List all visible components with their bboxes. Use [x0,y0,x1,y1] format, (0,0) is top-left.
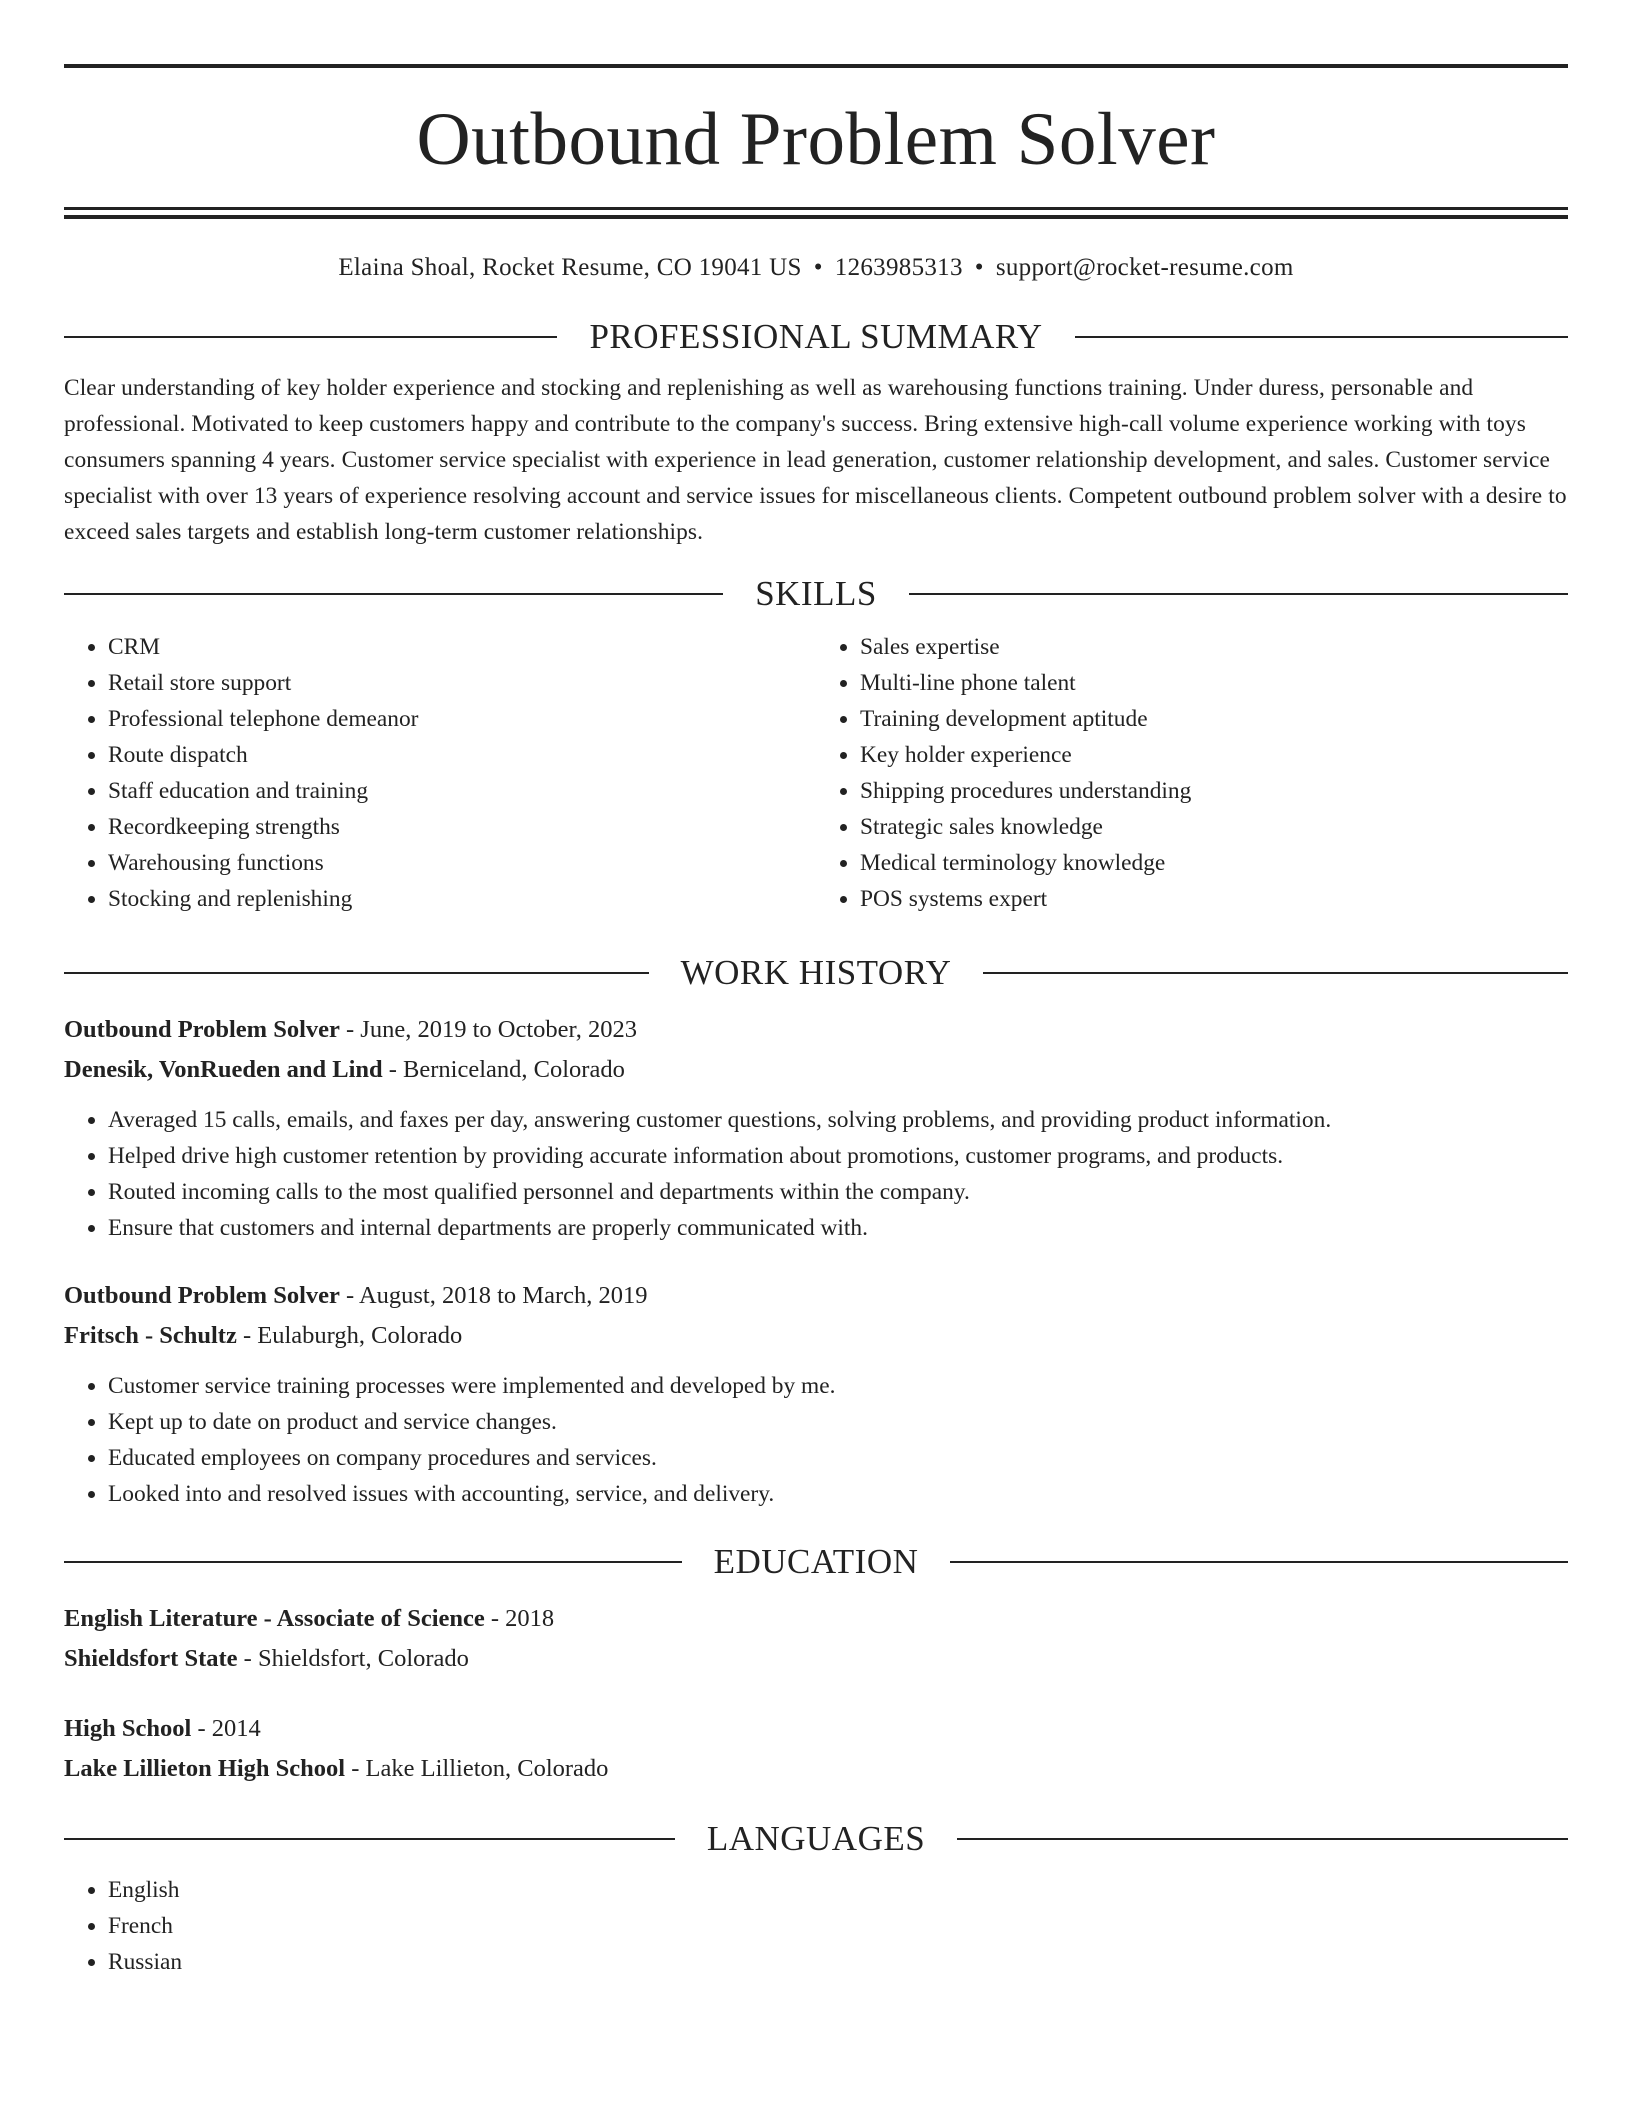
job-company: Fritsch - Schultz [64,1322,237,1349]
languages-section-heading [64,1821,1568,1856]
skill-item: • Staff education and training [108,773,816,809]
summary-text: Clear understanding of key holder experience and stocking and replenishing as well as warehousing functions training. Under duress, personable and professional. Motivated to keep customers happy and contribute to the company's success. Bring extensive high-call volume experience working with toys consumers spanning 4 years. Customer service specialist with experience in lead generation, customer relationship development, and sales. Customer service specialist with over 13 years of experience resolving account and service issues for miscellaneous clients. Competent outbound problem solver with a desire to exceed sales targets and establish long-term customer relationships. [64,375,1567,545]
heading-rule-left [64,1838,675,1840]
skills-list-left [64,629,816,917]
job-duty: • Kept up to date on product and service changes. [108,1404,1568,1440]
degree-year: - 2014 [191,1715,261,1742]
job-duties [64,1102,1568,1246]
job-duty: • Looked into and resolved issues with accounting, service, and delivery. [108,1476,1568,1512]
heading-rule-right [1075,336,1568,338]
language-item: • English [108,1872,1568,1908]
education-heading-label: EDUCATION [713,1542,919,1581]
skill-item: • Stocking and replenishing [108,881,816,917]
job-title: Outbound Problem Solver [64,1282,340,1309]
top-rule [64,64,1568,68]
job-entry [64,1276,1568,1512]
contact-phone: 1263985313 [834,254,963,281]
job-title: Outbound Problem Solver [64,1016,340,1043]
skill-item: • Retail store support [108,665,816,701]
heading-rule-right [957,1838,1568,1840]
education-entry [64,1599,1568,1679]
title-double-rule [64,207,1568,219]
education-entry [64,1709,1568,1789]
heading-rule-left [64,972,649,974]
skill-item: • Recordkeeping strengths [108,809,816,845]
heading-rule-left [64,593,723,595]
job-company-line [64,1050,1568,1090]
skill-item: • Professional telephone demeanor [108,701,816,737]
skill-item: • Sales expertise [860,629,1568,665]
degree-name: High School [64,1715,192,1742]
school-location: - Lake Lillieton, Colorado [345,1755,609,1782]
contact-address: Elaina Shoal, Rocket Resume, CO 19041 US [338,254,802,281]
heading-rule-right [909,593,1568,595]
skill-item: • Multi-line phone talent [860,665,1568,701]
job-company: Denesik, VonRueden and Lind [64,1056,383,1083]
job-duty: • Helped drive high customer retention by providing accurate information about promotions, customer programs, and products. [108,1138,1568,1174]
language-item: • French [108,1908,1568,1944]
job-location: - Berniceland, Colorado [382,1056,625,1083]
languages-block [64,1872,1568,1980]
summary-heading-label: PROFESSIONAL SUMMARY [589,317,1043,356]
heading-rule-left [64,1561,682,1563]
job-duty: • Averaged 15 calls, emails, and faxes per day, answering customer questions, solving problems, and providing product information. [108,1102,1568,1138]
work-section-heading [64,955,1568,990]
degree-year: - 2018 [484,1605,555,1632]
job-dates: - June, 2019 to October, 2023 [339,1016,637,1043]
skill-item: • Route dispatch [108,737,816,773]
school-location: - Shieldsfort, Colorado [237,1645,469,1672]
skills-list-right [816,629,1568,917]
skills-section-heading [64,576,1568,611]
school-line [64,1639,1568,1679]
skill-item: • CRM [108,629,816,665]
contact-email[interactable]: support@rocket-resume.com [995,254,1294,281]
skill-item: • Key holder experience [860,737,1568,773]
skill-item: • Medical terminology knowledge [860,845,1568,881]
job-duty: • Routed incoming calls to the most qualified personnel and departments within the company. [108,1174,1568,1210]
languages-heading-label: LANGUAGES [706,1819,926,1858]
school-name: Lake Lillieton High School [64,1755,346,1782]
skill-item: • Shipping procedures understanding [860,773,1568,809]
job-title-line [64,1276,1568,1316]
job-duty: • Educated employees on company procedures and services. [108,1440,1568,1476]
job-duties [64,1368,1568,1512]
job-location: - Eulaburgh, Colorado [236,1322,463,1349]
heading-rule-right [950,1561,1568,1563]
skills-columns [64,629,1568,917]
summary-section-heading [64,319,1568,354]
heading-rule-left [64,336,557,338]
school-name: Shieldsfort State [64,1645,238,1672]
job-title-line [64,1010,1568,1050]
languages-list [64,1872,1568,1980]
resume-title: Outbound Problem Solver [416,98,1216,181]
contact-separator: • [974,254,984,281]
education-section-heading [64,1544,1568,1579]
skill-item: • POS systems expert [860,881,1568,917]
job-company-line [64,1316,1568,1356]
job-duty: • Ensure that customers and internal departments are properly communicated with. [108,1210,1568,1246]
skill-item: • Training development aptitude [860,701,1568,737]
job-duty: • Customer service training processes were implemented and developed by me. [108,1368,1568,1404]
degree-line [64,1709,1568,1749]
degree-name: English Literature - Associate of Science [64,1605,485,1632]
degree-line [64,1599,1568,1639]
job-entry [64,1010,1568,1246]
contact-line [64,253,1568,283]
skill-item: • Warehousing functions [108,845,816,881]
contact-separator: • [813,254,823,281]
school-line [64,1749,1568,1789]
skills-heading-label: SKILLS [755,574,877,613]
job-dates: - August, 2018 to March, 2019 [339,1282,648,1309]
work-heading-label: WORK HISTORY [680,953,952,992]
skill-item: • Strategic sales knowledge [860,809,1568,845]
language-item: • Russian [108,1944,1568,1980]
heading-rule-right [983,972,1568,974]
